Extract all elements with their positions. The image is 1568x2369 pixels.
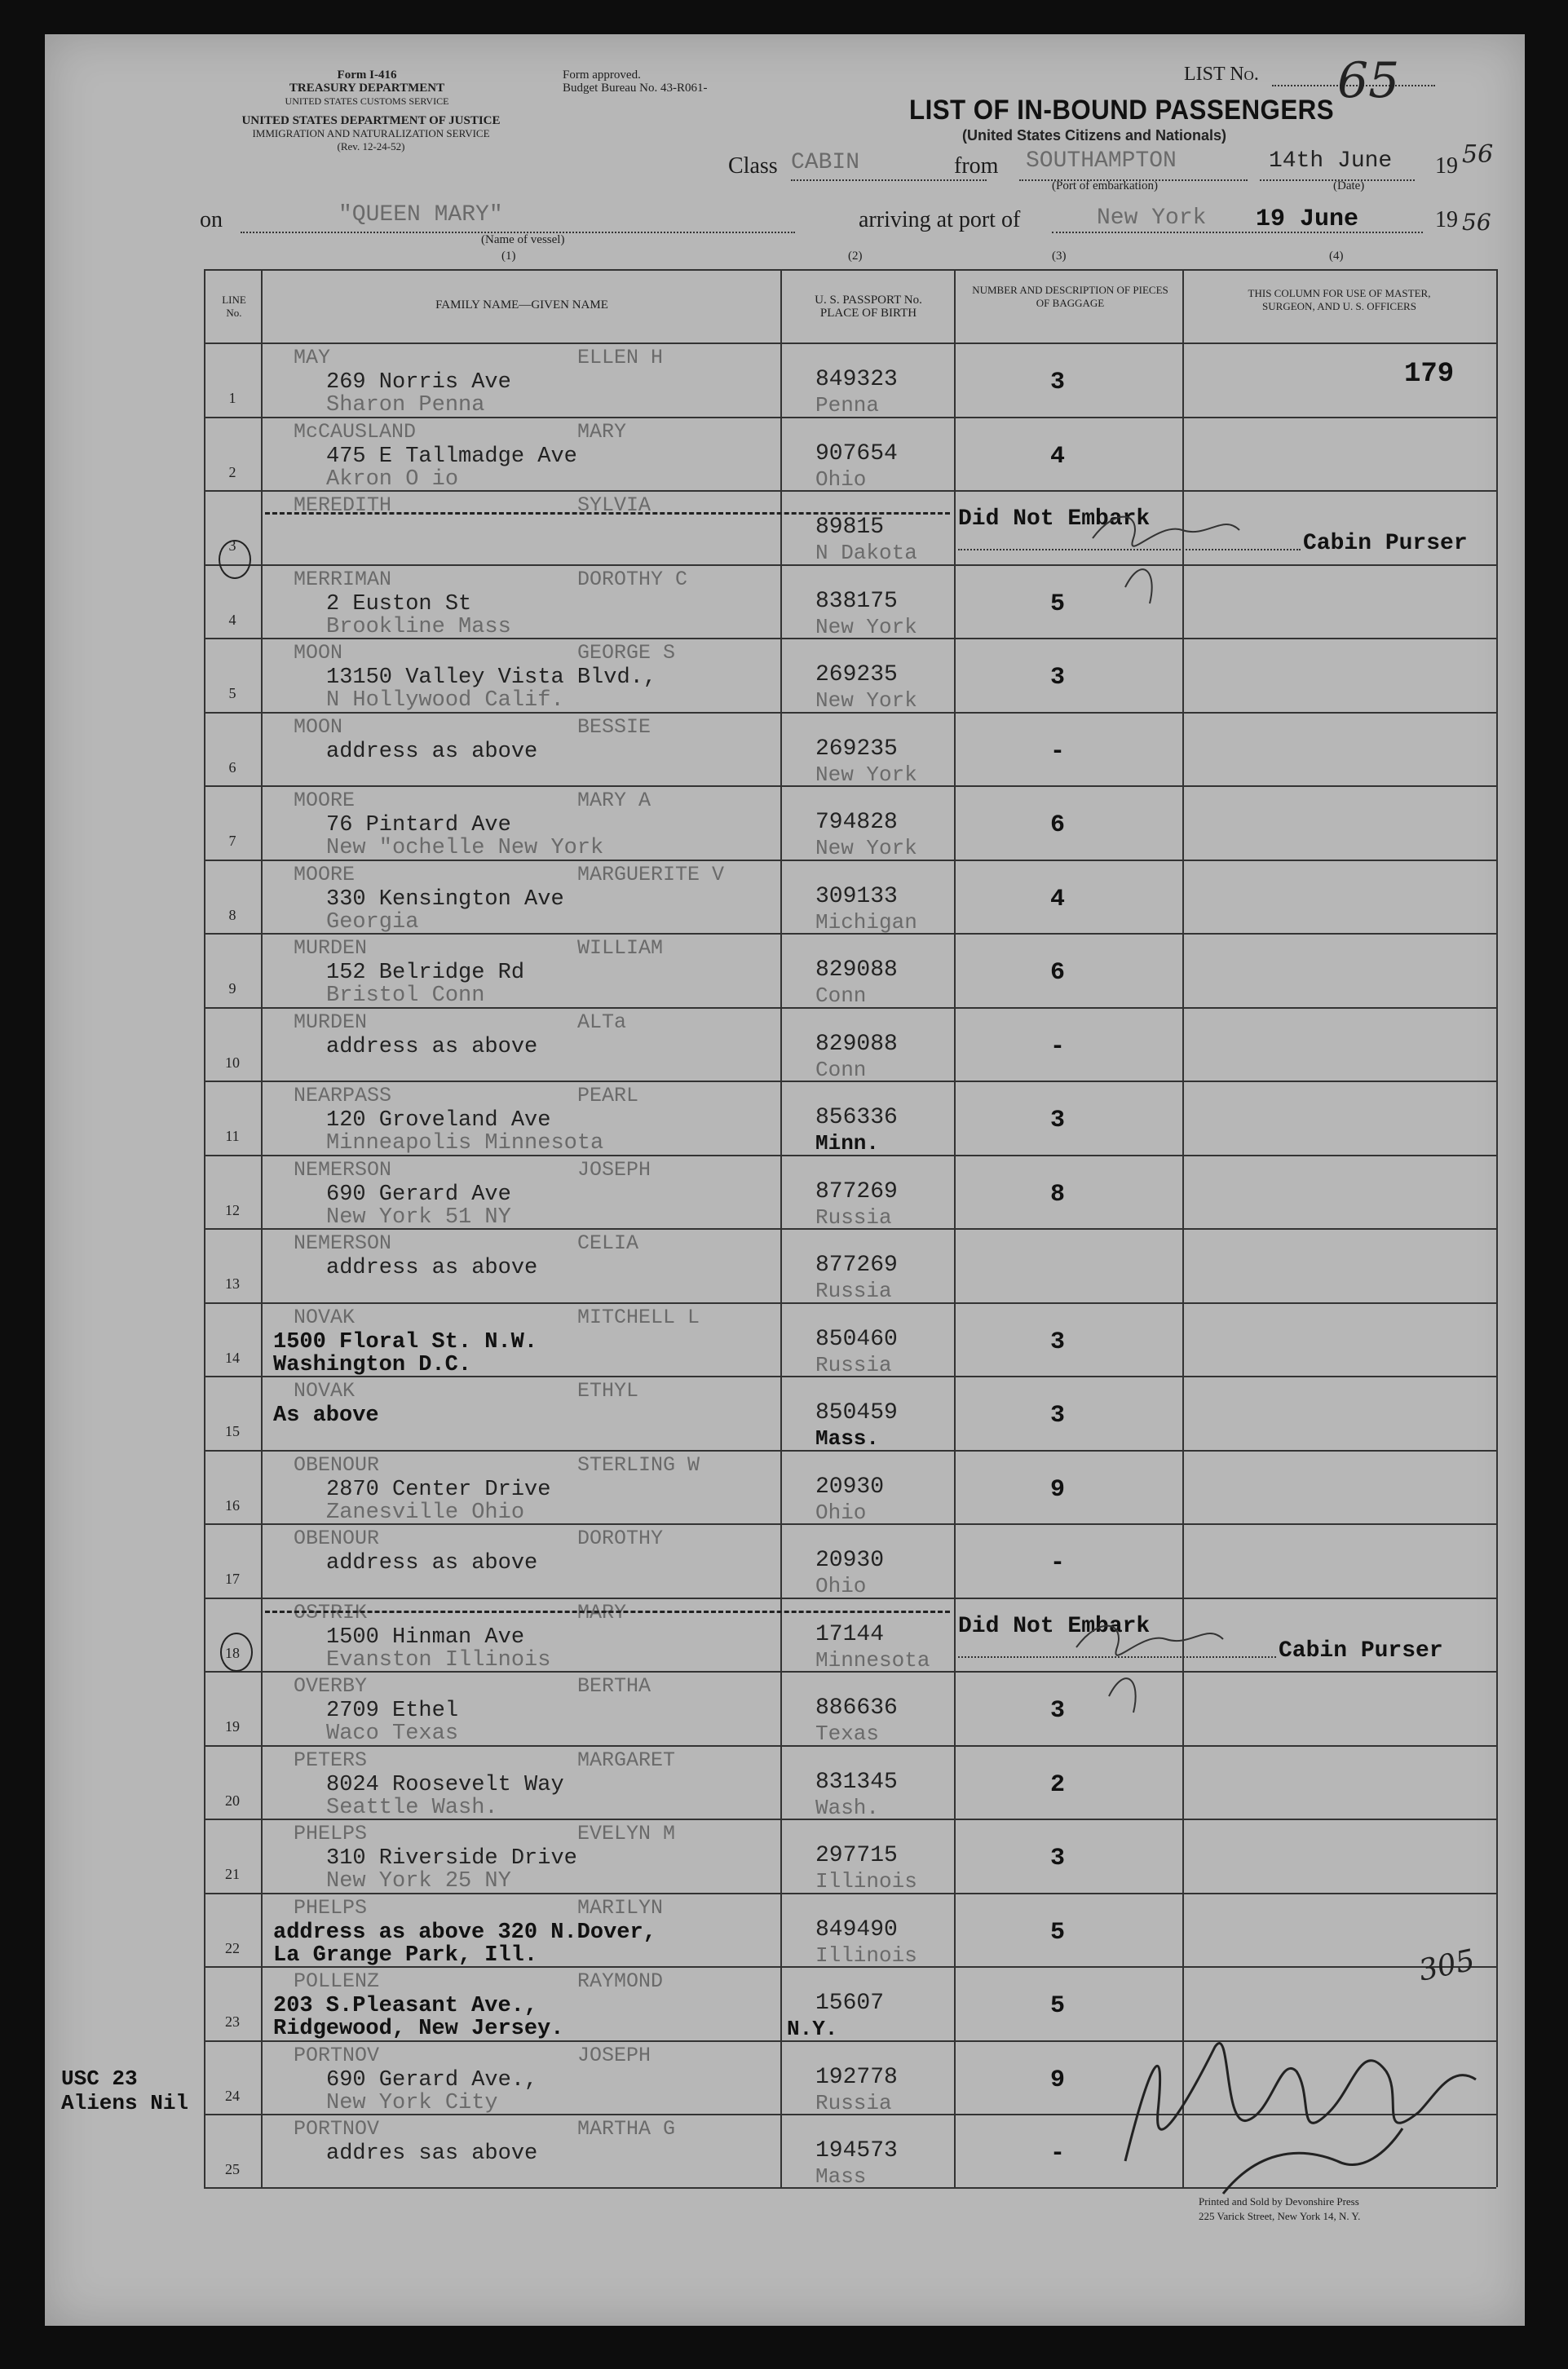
address-line-1: 1500 Hinman Ave xyxy=(326,1624,525,1650)
place-of-birth: Illinois xyxy=(815,1942,917,1968)
line-number: 18 xyxy=(225,1644,240,1661)
place-of-birth: Texas xyxy=(815,1722,880,1746)
line-number: 14 xyxy=(225,1349,240,1366)
given-name: SYLVIA xyxy=(577,493,651,517)
row-divider xyxy=(204,490,1496,492)
address-line-2: Brookline Mass xyxy=(326,614,511,639)
baggage-count: 5 xyxy=(1050,1918,1066,1947)
form-title: LIST OF IN-BOUND PASSENGERS xyxy=(909,95,1335,126)
given-name: DOROTHY xyxy=(577,1527,664,1550)
col-header-passport: U. S. PASSPORT No. PLACE OF BIRTH xyxy=(815,294,922,320)
family-name: MOORE xyxy=(294,789,356,812)
address-line-2: Waco Texas xyxy=(326,1722,459,1746)
passport-number: 194573 xyxy=(815,2138,898,2163)
passport-number: 907654 xyxy=(815,440,898,466)
place-of-birth: Illinois xyxy=(815,1869,917,1894)
line-number: 10 xyxy=(225,1054,240,1071)
passport-number: 850459 xyxy=(815,1400,898,1425)
family-name: POLLENZ xyxy=(294,1969,380,1993)
address-line-1: 2709 Ethel xyxy=(326,1699,459,1723)
passport-number: 17144 xyxy=(815,1621,885,1647)
address-line-1: 120 Groveland Ave xyxy=(326,1108,551,1133)
family-name: MOON xyxy=(294,641,343,665)
passport-number: 886636 xyxy=(815,1695,898,1721)
line-number: 13 xyxy=(225,1275,240,1292)
class-label: Class xyxy=(728,153,778,179)
passport-number: 849323 xyxy=(815,367,898,392)
line-number: 17 xyxy=(225,1571,240,1587)
address-line-1: address as above xyxy=(326,1551,538,1576)
row-divider xyxy=(204,638,1496,639)
given-name: ETHYL xyxy=(577,1379,639,1403)
address-line-2: Ridgewood, New Jersey. xyxy=(273,2017,564,2041)
address-line-1: address as above 320 N.Dover, xyxy=(273,1920,656,1945)
place-of-birth: N.Y. xyxy=(787,2017,838,2041)
passport-number: 15607 xyxy=(815,1991,885,2016)
form-subtitle: (United States Citizens and Nationals) xyxy=(962,127,1227,144)
place-of-birth: Conn xyxy=(815,1057,867,1082)
line-number: 23 xyxy=(225,2013,240,2030)
printer-line-1: Printed and Sold by Devonshire Press xyxy=(1199,2195,1359,2208)
ins-title: IMMIGRATION AND NATURALIZATION SERVICE xyxy=(252,127,490,139)
from-label: from xyxy=(954,153,999,179)
circle-mark xyxy=(219,540,251,579)
baggage-count: 3 xyxy=(1050,369,1066,396)
purser-initials xyxy=(1076,489,1256,620)
address-line-1: address as above xyxy=(326,1034,538,1059)
address-line-1: 310 Riverside Drive xyxy=(326,1846,577,1871)
place-of-birth: Russia xyxy=(815,2090,892,2115)
family-name: OBENOUR xyxy=(294,1527,380,1550)
passport-number: 849490 xyxy=(815,1916,898,1942)
purser-initials xyxy=(1060,1598,1239,1729)
officer-note: Cabin Purser xyxy=(1303,531,1468,556)
family-name: PHELPS xyxy=(294,1822,368,1845)
officer-note: 179 xyxy=(1404,359,1455,390)
family-name: PORTNOV xyxy=(294,2043,380,2067)
passport-number: 309133 xyxy=(815,883,898,909)
family-name: MOORE xyxy=(294,862,356,886)
revision-date: (Rev. 12-24-52) xyxy=(337,140,405,152)
given-name: DOROTHY C xyxy=(577,567,688,591)
circle-mark xyxy=(220,1633,253,1672)
passport-number: 850460 xyxy=(815,1326,898,1352)
line-number: 19 xyxy=(225,1718,240,1735)
address-line-1: As above xyxy=(273,1403,379,1428)
arrival-col-4: (4) xyxy=(1329,250,1344,263)
row-divider xyxy=(204,1155,1496,1156)
place-of-birth: Ohio xyxy=(815,1574,867,1598)
passport-number: 877269 xyxy=(815,1178,898,1204)
place-of-birth: Russia xyxy=(815,1204,892,1230)
baggage-count: 9 xyxy=(1050,1475,1066,1504)
family-name: MEREDITH xyxy=(294,493,392,517)
place-of-birth: Ohio xyxy=(815,466,867,492)
col-header-baggage: NUMBER AND DESCRIPTION OF PIECES OF BAGGAGE xyxy=(972,284,1168,309)
family-name: NEARPASS xyxy=(294,1084,392,1107)
given-name: MARTHA G xyxy=(577,2117,676,2141)
address-line-1: address as above xyxy=(326,739,538,764)
given-name: ALTa xyxy=(577,1010,627,1034)
date-value: 14th June xyxy=(1269,148,1393,174)
baggage-count: 4 xyxy=(1050,442,1066,471)
vessel-name: "QUEEN MARY" xyxy=(338,202,503,228)
line-number: 5 xyxy=(228,685,236,701)
passport-number: 794828 xyxy=(815,810,898,835)
address-line-2: Sharon Penna xyxy=(326,393,485,418)
line-number: 11 xyxy=(225,1128,240,1144)
given-name: WILLIAM xyxy=(577,936,664,960)
line-number: 3 xyxy=(228,537,236,554)
passport-number: 829088 xyxy=(815,957,898,983)
passport-number: 20930 xyxy=(815,1548,885,1573)
address-line-1: 13150 Valley Vista Blvd., xyxy=(326,665,657,690)
given-name: MARY xyxy=(577,1600,627,1624)
address-line-2: Washington D.C. xyxy=(273,1352,472,1377)
address-line-1: 1500 Floral St. N.W. xyxy=(273,1329,538,1355)
family-name: PETERS xyxy=(294,1748,368,1772)
strike-line xyxy=(265,512,950,515)
passport-number: 829088 xyxy=(815,1031,898,1057)
strike-line xyxy=(265,1611,950,1613)
address-line-2: La Grange Park, Ill. xyxy=(273,1942,538,1968)
given-name: CELIA xyxy=(577,1231,639,1255)
given-name: MARGUERITE V xyxy=(577,862,725,886)
vessel-caption: (Name of vessel) xyxy=(481,233,565,246)
line-number: 24 xyxy=(225,2087,240,2104)
family-name: MOON xyxy=(294,714,343,739)
list-number: 65 xyxy=(1337,52,1400,109)
customs-service: UNITED STATES CUSTOMS SERVICE xyxy=(285,95,449,107)
row-divider xyxy=(204,785,1496,787)
family-name: MURDEN xyxy=(294,1010,368,1034)
address-line-2: Georgia xyxy=(326,909,419,935)
address-line-1: 2870 Center Drive xyxy=(326,1477,551,1502)
address-line-1: address as above xyxy=(326,1256,538,1280)
place-of-birth: Minn. xyxy=(815,1131,880,1156)
row-divider xyxy=(204,1745,1496,1747)
address-line-2: N Hollywood Calif. xyxy=(326,688,564,713)
baggage-count: 3 xyxy=(1050,1328,1066,1356)
passport-number: 297715 xyxy=(815,1843,898,1868)
place-of-birth: Mass xyxy=(815,2164,867,2189)
handwritten-signature xyxy=(1093,1949,1517,2210)
baggage-count: Did Not Embark xyxy=(958,1613,1151,1639)
address-line-2: Zanesville Ohio xyxy=(326,1500,525,1525)
baggage-count: 3 xyxy=(1050,1845,1066,1872)
place-of-birth: Penna xyxy=(815,393,880,418)
place-of-birth: Wash. xyxy=(815,1795,880,1820)
address-line-2: New York City xyxy=(326,2090,498,2115)
margin-number: 305 xyxy=(1416,1943,1478,1988)
line-number: 16 xyxy=(225,1496,240,1514)
line-number: 9 xyxy=(228,980,236,997)
place-of-birth: New York xyxy=(815,836,917,860)
family-name: OBENOUR xyxy=(294,1452,380,1477)
family-name: NOVAK xyxy=(294,1305,356,1329)
place-of-birth: Conn xyxy=(815,983,867,1008)
line-number: 1 xyxy=(228,390,236,406)
arriving-label: arriving at port of xyxy=(859,207,1021,232)
family-name: MERRIMAN xyxy=(294,567,392,591)
baggage-count: 5 xyxy=(1050,590,1066,618)
row-divider xyxy=(204,860,1496,861)
officer-note: Cabin Purser xyxy=(1279,1638,1443,1664)
row-divider xyxy=(204,1893,1496,1894)
row-divider xyxy=(204,1081,1496,1082)
family-name: NEMERSON xyxy=(294,1157,392,1182)
passport-number: 192778 xyxy=(815,2064,898,2090)
year-prefix: 19 xyxy=(1435,153,1458,179)
vessel-col-no: (1) xyxy=(501,250,516,263)
given-name: ELLEN H xyxy=(577,346,664,369)
address-line-1: 690 Gerard Ave xyxy=(326,1182,511,1207)
address-line-1: 8024 Roosevelt Way xyxy=(326,1772,564,1797)
class-value: CABIN xyxy=(791,150,860,175)
passport-number: 831345 xyxy=(815,1769,898,1795)
doj-block xyxy=(200,114,542,153)
address-line-1: 269 Norris Ave xyxy=(326,370,511,395)
baggage-count: Did Not Embark xyxy=(958,506,1151,532)
line-number: 22 xyxy=(225,1939,240,1956)
address-line-1: 152 Belridge Rd xyxy=(326,961,525,985)
given-name: EVELYN M xyxy=(577,1822,676,1845)
row-divider xyxy=(204,564,1496,566)
baggage-count: 6 xyxy=(1050,811,1066,839)
line-number: 2 xyxy=(228,463,236,480)
list-no-label: LIST No. xyxy=(1184,64,1259,85)
given-name: MARY A xyxy=(577,789,651,812)
address-line-1: 690 Gerard Ave., xyxy=(326,2067,538,2093)
baggage-count: 3 xyxy=(1050,1402,1066,1430)
passport-number: 269235 xyxy=(815,736,898,762)
baggage-count: - xyxy=(1050,2140,1066,2168)
line-number: 25 xyxy=(225,2161,240,2177)
on-label: on xyxy=(200,207,223,232)
place-of-birth: Minnesota xyxy=(815,1647,930,1673)
col-header-name: FAMILY NAME—GIVEN NAME xyxy=(435,298,608,312)
family-name: MAY xyxy=(294,346,331,369)
port-caption: (Port of embarkation) xyxy=(1052,179,1158,192)
address-line-2: Seattle Wash. xyxy=(326,1795,498,1820)
line-number: 4 xyxy=(228,611,236,628)
row-divider xyxy=(204,1819,1496,1820)
col-header-officers: THIS COLUMN FOR USE OF MASTER, SURGEON, AND U. S. OFFICERS xyxy=(1248,287,1431,312)
row-divider xyxy=(204,1598,1496,1599)
address-line-1: 203 S.Pleasant Ave., xyxy=(273,1994,538,2018)
arrival-date: 19 June xyxy=(1256,206,1359,233)
arrival-year-prefix: 19 xyxy=(1435,207,1458,232)
baggage-count: 5 xyxy=(1050,1992,1066,2020)
arrival-port: New York xyxy=(1097,206,1207,231)
address-line-2: New York 51 NY xyxy=(326,1204,511,1230)
doj-title: UNITED STATES DEPARTMENT OF JUSTICE xyxy=(241,114,501,127)
passport-number: 269235 xyxy=(815,662,898,687)
baggage-count: - xyxy=(1050,737,1066,766)
family-name: PHELPS xyxy=(294,1895,368,1920)
approval-block xyxy=(563,69,775,95)
address-line-1: 475 E Tallmadge Ave xyxy=(326,444,577,469)
row-divider xyxy=(204,712,1496,714)
family-name: NOVAK xyxy=(294,1379,356,1403)
form-number: Form I-416 xyxy=(337,69,397,82)
given-name: STERLING W xyxy=(577,1452,700,1477)
address-line-1: 2 Euston St xyxy=(326,591,472,617)
place-of-birth: Russia xyxy=(815,1352,892,1377)
baggage-count: 3 xyxy=(1050,1697,1066,1725)
baggage-count: - xyxy=(1050,1549,1066,1577)
place-of-birth: N Dakota xyxy=(815,541,917,565)
passport-number: 877269 xyxy=(815,1253,898,1278)
col-header-line-no: LINE No. xyxy=(222,294,246,319)
printer-line-2: 225 Varick Street, New York 14, N. Y. xyxy=(1199,2210,1361,2222)
baggage-count: 6 xyxy=(1050,959,1066,987)
place-of-birth: Russia xyxy=(815,1279,892,1303)
address-line-1: addres sas above xyxy=(326,2141,538,2166)
address-line-2: Akron O io xyxy=(326,466,459,492)
row-divider xyxy=(204,1302,1496,1304)
given-name: JOSEPH xyxy=(577,2043,651,2067)
address-line-2: Evanston Illinois xyxy=(326,1647,551,1673)
line-number: 7 xyxy=(228,833,236,849)
passport-number: 89815 xyxy=(815,515,885,540)
given-name: JOSEPH xyxy=(577,1157,651,1182)
row-divider xyxy=(204,1376,1496,1377)
baggage-count: 3 xyxy=(1050,664,1066,692)
line-number: 20 xyxy=(225,1792,240,1809)
family-name: PORTNOV xyxy=(294,2117,380,2141)
given-name: MARILYN xyxy=(577,1895,664,1920)
passport-number: 20930 xyxy=(815,1474,885,1500)
address-line-2: New "ochelle New York xyxy=(326,836,604,860)
baggage-count: - xyxy=(1050,1032,1066,1061)
passport-number: 856336 xyxy=(815,1105,898,1130)
given-name: GEORGE S xyxy=(577,641,676,665)
given-name: MITCHELL L xyxy=(577,1305,700,1329)
place-of-birth: New York xyxy=(815,688,917,713)
family-name: OSTRIK xyxy=(294,1600,368,1624)
arrival-col-3: (3) xyxy=(1052,250,1067,263)
year-suffix: 56 xyxy=(1462,140,1494,169)
line-number: 8 xyxy=(228,906,236,923)
row-divider xyxy=(204,417,1496,418)
place-of-birth: Michigan xyxy=(815,909,917,935)
usc-count: USC 23 xyxy=(61,2066,138,2091)
baggage-count: 8 xyxy=(1050,1180,1066,1209)
aliens-count: Aliens Nil xyxy=(61,2091,189,2115)
row-divider xyxy=(204,1007,1496,1009)
line-number: 21 xyxy=(225,1866,240,1882)
family-name: NEMERSON xyxy=(294,1231,392,1255)
baggage-count: 2 xyxy=(1050,1770,1066,1799)
line-number: 6 xyxy=(228,758,236,776)
row-divider xyxy=(204,1450,1496,1452)
family-name: OVERBY xyxy=(294,1674,368,1698)
given-name: MARGARET xyxy=(577,1748,676,1772)
place-of-birth: Ohio xyxy=(815,1500,867,1525)
form-approved: Form approved. xyxy=(563,69,641,82)
given-name: MARY xyxy=(577,419,627,444)
baggage-count: 4 xyxy=(1050,885,1066,913)
address-line-2: New York 25 NY xyxy=(326,1869,511,1894)
given-name: BESSIE xyxy=(577,714,651,739)
family-name: McCAUSLAND xyxy=(294,419,417,444)
address-line-2: Bristol Conn xyxy=(326,983,485,1008)
row-divider xyxy=(204,933,1496,935)
line-number: 15 xyxy=(225,1423,240,1439)
family-name: MURDEN xyxy=(294,936,368,960)
from-value: SOUTHAMPTON xyxy=(1026,148,1177,174)
place-of-birth: New York xyxy=(815,762,917,787)
date-caption: (Date) xyxy=(1333,179,1365,192)
place-of-birth: Mass. xyxy=(815,1426,880,1451)
arrival-year-suffix: 56 xyxy=(1462,209,1491,236)
address-line-2: Minneapolis Minnesota xyxy=(326,1131,604,1156)
address-line-1: 76 Pintard Ave xyxy=(326,813,511,838)
baggage-count: 9 xyxy=(1050,2066,1066,2094)
given-name: BERTHA xyxy=(577,1674,651,1698)
treasury-dept: TREASURY DEPARTMENT xyxy=(289,82,445,95)
address-line-1: 330 Kensington Ave xyxy=(326,886,564,912)
budget-bureau: Budget Bureau No. 43-R061- xyxy=(563,82,708,95)
place-of-birth: New York xyxy=(815,614,917,639)
row-divider xyxy=(204,1671,1496,1673)
line-number: 12 xyxy=(225,1201,240,1218)
given-name: PEARL xyxy=(577,1084,639,1107)
arrival-col-2: (2) xyxy=(848,250,863,263)
form-id-block xyxy=(269,69,465,108)
row-divider xyxy=(204,1523,1496,1525)
passport-number: 838175 xyxy=(815,588,898,614)
baggage-count: 3 xyxy=(1050,1107,1066,1134)
given-name: RAYMOND xyxy=(577,1969,664,1993)
row-divider xyxy=(204,1228,1496,1230)
